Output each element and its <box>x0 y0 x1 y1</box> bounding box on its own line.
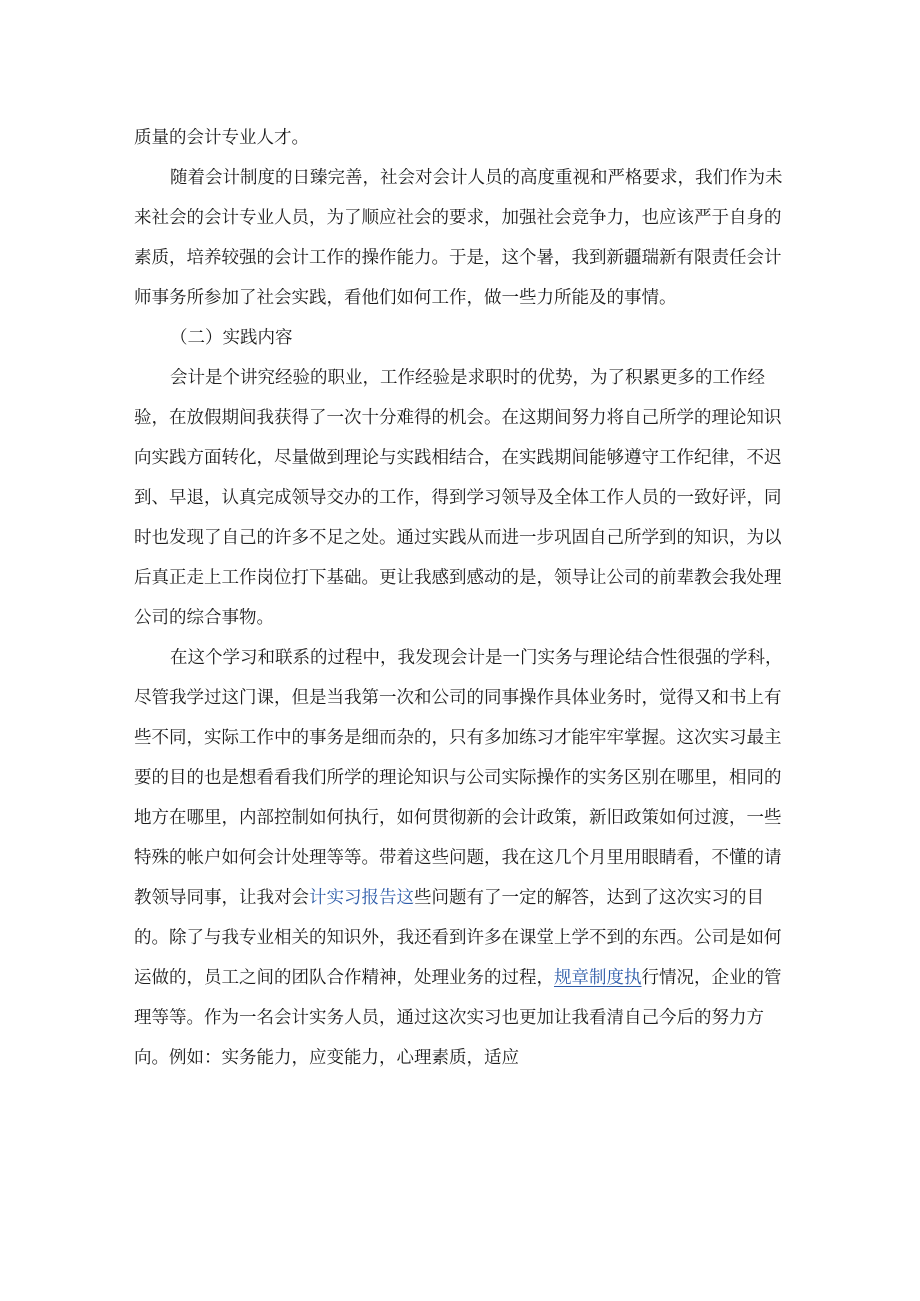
rules-regulations-link[interactable]: 规章制度执 <box>554 968 642 988</box>
paragraph-4-text-3: 行情况，企业的管理等等。作为一名会计实务人员，通过这次实习也更加让我看清自己今后的努力方向。例如：实务能力，应变能力，心理素质，适应 <box>134 968 782 1068</box>
document-body <box>134 118 794 1078</box>
internship-report-link[interactable]: 计实习报告这 <box>309 888 414 908</box>
paragraph-2: 随着会计制度的日臻完善，社会对会计人员的高度重视和严格要求，我们作为未来社会的会计专业人员，为了顺应社会的要求，加强社会竞争力，也应该严于自身的素质，培养较强的会计工作的操作能力。于是，这个暑，我到新疆瑞新有限责任会计师事务所参加了社会实践，看他们如何工作，做一些力所能及的事情。 <box>134 168 783 308</box>
section-heading: （二）实践内容 <box>170 328 293 348</box>
paragraph-4-text-1: 在这个学习和联系的过程中，我发现会计是一门实务与理论结合性很强的学科，尽管我学过这门课，但是当我第一次和公司的同事操作具体业务时，觉得又和书上有些不同，实际工作中的事务是细而杂的，只有多加练习才能牢牢掌握。这次实习最主要的目的也是想看看我们所学的理论知识与公司实际操作的实务区别在哪里，相同的地方在哪里，内部控制如何执行，如何贯彻新的会计政策，新旧政策如何过渡，一些特殊的帐户如何会计处理等等。带着这些问题，我在这几个月里用眼睛看，不懂的请教领导同事，让我对会 <box>134 648 783 908</box>
paragraph-4-text-2: 些问题有了一定的解答，达到了这次实习的目的。除了与我专业相关的知识外，我还看到许多在课堂上学不到的东西。公司是如何运做的，员工之间的团队合作精神，处理业务的过程， <box>134 888 782 988</box>
paragraph-3: 会计是个讲究经验的职业，工作经验是求职时的优势，为了积累更多的工作经验，在放假期间我获得了一次十分难得的机会。在这期间努力将自己所学的理论知识向实践方面转化，尽量做到理论与实践相结合，在实践期间能够遵守工作纪律，不迟到、早退，认真完成领导交办的工作，得到学习领导及全体工作人员的一致好评，同时也发现了自己的许多不足之处。通过实践从而进一步巩固自己所学到的知识，为以后真正走上工作岗位打下基础。更让我感到感动的是，领导让公司的前辈教会我处理公司的综合事物。 <box>134 368 782 628</box>
paragraph-1: 质量的会计专业人才。 <box>134 128 309 148</box>
paragraph-4 <box>134 638 794 1078</box>
